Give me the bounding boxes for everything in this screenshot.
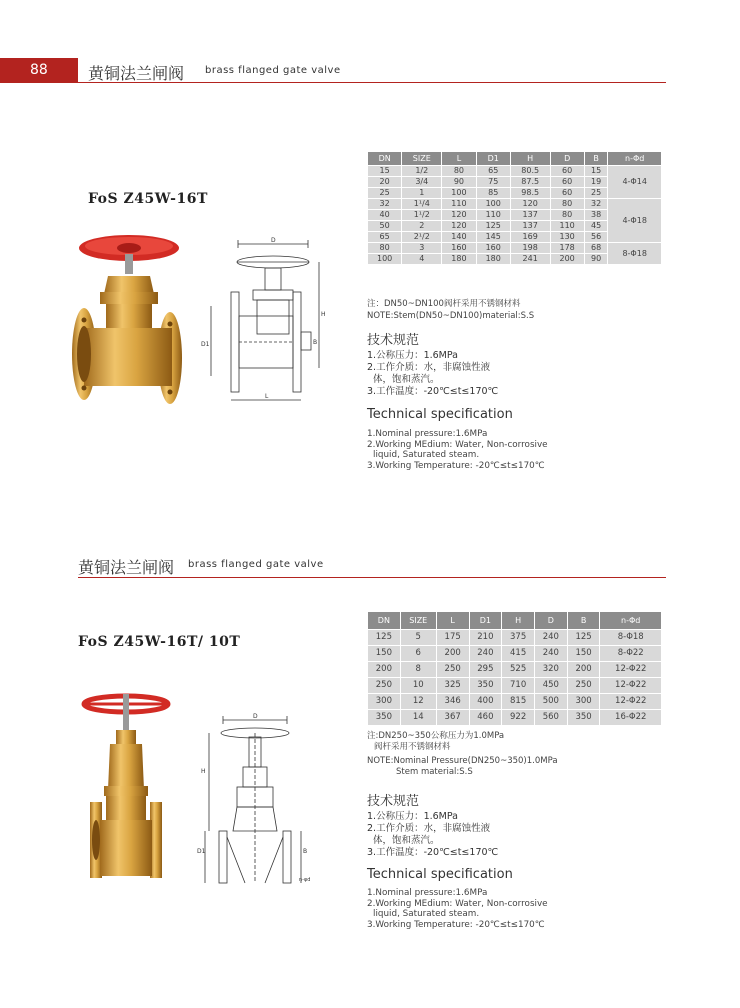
section2-spec-en-list (367, 888, 548, 930)
table-cell: 87.5 (510, 177, 550, 188)
table-row (368, 694, 662, 710)
table-header-cell: D1 (469, 612, 502, 630)
table-cell: 2¹/2 (402, 232, 442, 243)
table-header-cell: n-Φd (600, 612, 662, 630)
table-header-cell: SIZE (402, 152, 442, 166)
drawing1-label-d: D (271, 237, 276, 244)
table-cell-nphi: 4-Φ14 (608, 166, 662, 199)
spec-cn-line: 2.工作介质：水，非腐蚀性液 (367, 362, 491, 373)
table-cell: 60 (550, 177, 584, 188)
section2-note-en-2: Stem material:S.S (396, 767, 473, 777)
table-cell-nphi: 4-Φ18 (608, 199, 662, 243)
table-cell: 325 (436, 678, 469, 694)
table-cell: 15 (368, 166, 402, 177)
table-header-cell: D (550, 152, 584, 166)
table-cell: 90 (584, 254, 608, 265)
spec-en-line: 3.Working Temperature: -20℃≤t≤170℃ (367, 919, 545, 930)
table-cell: 19 (584, 177, 608, 188)
table-cell: 1 (402, 188, 442, 199)
section2-en-title: brass flanged gate valve (188, 559, 324, 570)
table-cell: 300 (567, 694, 600, 710)
spec-en-line: liquid, Saturated steam. (373, 450, 480, 460)
table-cell: 14 (400, 710, 436, 726)
table-cell: 2 (402, 221, 442, 232)
section2-spec-en-heading: Technical specification (367, 867, 513, 882)
spec-en-line: 2.Working MEdium: Water, Non-corrosive (367, 898, 548, 909)
table-cell: 525 (502, 662, 535, 678)
table-cell: 100 (368, 254, 402, 265)
table-cell: 80 (550, 199, 584, 210)
table-cell: 110 (476, 210, 510, 221)
table-cell: 375 (502, 630, 535, 646)
table-cell: 169 (510, 232, 550, 243)
table-cell: 25 (584, 188, 608, 199)
table-cell: 198 (510, 243, 550, 254)
table-cell: 32 (584, 199, 608, 210)
table-cell: 80 (442, 166, 476, 177)
table-row (368, 166, 662, 177)
table-cell: 8-Φ22 (600, 646, 662, 662)
table-header-cell: L (436, 612, 469, 630)
section2-note-cn-1: 注:DN250~350公称压力为1.0MPa (367, 731, 505, 741)
table-cell: 415 (502, 646, 535, 662)
table-cell: 350 (469, 678, 502, 694)
table-row (368, 630, 662, 646)
table-cell: 110 (550, 221, 584, 232)
table-cell: 4 (402, 254, 442, 265)
table-cell: 178 (550, 243, 584, 254)
table-cell: 75 (476, 177, 510, 188)
table-cell: 300 (368, 694, 401, 710)
table-cell: 12-Φ22 (600, 694, 662, 710)
spec-cn-line: 2.工作介质：水，非腐蚀性液 (367, 823, 491, 834)
table-cell: 40 (368, 210, 402, 221)
table-cell: 25 (368, 188, 402, 199)
table-cell: 8-Φ18 (600, 630, 662, 646)
table-header-cell: DN (368, 612, 401, 630)
table-header-cell: D (534, 612, 567, 630)
brass-gate-valve-photo (70, 232, 188, 422)
table-row (368, 678, 662, 694)
table-cell: 137 (510, 210, 550, 221)
table-cell: 125 (368, 630, 401, 646)
table-cell: 450 (534, 678, 567, 694)
section2-spec-cn-list (367, 811, 498, 859)
table-cell: 10 (400, 678, 436, 694)
table-header-cell: DN (368, 152, 402, 166)
table-cell: 180 (442, 254, 476, 265)
spec-cn-line: 1.公称压力：1.6MPa (367, 350, 458, 361)
table-row (368, 243, 662, 254)
spec-en-line: 3.Working Temperature: -20℃≤t≤170℃ (367, 460, 545, 471)
table-cell: 922 (502, 710, 535, 726)
table-header-cell: n-Φd (608, 152, 662, 166)
table-cell: 3 (402, 243, 442, 254)
section1-spec-en-list (367, 429, 548, 471)
table-header-cell: H (510, 152, 550, 166)
table-cell: 500 (534, 694, 567, 710)
table-cell: 3/4 (402, 177, 442, 188)
section2-cn-title: 黄铜法兰闸阀 (78, 558, 175, 577)
table-cell: 160 (476, 243, 510, 254)
table-cell: 400 (469, 694, 502, 710)
spec-en-line: 1.Nominal pressure:1.6MPa (367, 888, 488, 898)
table-cell: 815 (502, 694, 535, 710)
section1-spec-cn-list (367, 350, 498, 398)
table-cell: 175 (436, 630, 469, 646)
table-cell: 200 (436, 646, 469, 662)
table-cell: 200 (550, 254, 584, 265)
table-cell: 85 (476, 188, 510, 199)
brass-gate-valve-photo-large (80, 690, 172, 886)
drawing1-label-b: B (313, 339, 318, 346)
table-cell: 80 (550, 210, 584, 221)
table-header-cell: B (567, 612, 600, 630)
table-cell: 60 (550, 188, 584, 199)
table-cell: 16-Φ22 (600, 710, 662, 726)
section2-note-en-1: NOTE:Nominal Pressure(DN250~350)1.0MPa (367, 756, 558, 766)
section2-note-cn-2: 阀杆采用不锈钢材料 (374, 742, 451, 752)
table-cell: 200 (368, 662, 401, 678)
table-cell: 200 (567, 662, 600, 678)
table-cell: 295 (469, 662, 502, 678)
table-cell: 6 (400, 646, 436, 662)
table-cell: 32 (368, 199, 402, 210)
spec-cn-line: 3.工作温度：-20℃≤t≤170℃ (367, 386, 499, 397)
table-cell: 120 (510, 199, 550, 210)
table-cell: 80.5 (510, 166, 550, 177)
valve-technical-drawing-1 (193, 236, 328, 408)
table-header-cell: D1 (476, 152, 510, 166)
table-cell: 320 (534, 662, 567, 678)
table-cell: 12-Φ22 (600, 662, 662, 678)
table-cell: 12-Φ22 (600, 678, 662, 694)
section1-spec-en-heading: Technical specification (367, 407, 513, 422)
section2-model: FoS Z45W-16T/ 10T (78, 634, 241, 650)
table-cell: 241 (510, 254, 550, 265)
table-cell: 250 (436, 662, 469, 678)
table-cell: 8 (400, 662, 436, 678)
table-cell: 100 (476, 199, 510, 210)
table-cell: 150 (567, 646, 600, 662)
table-cell: 346 (436, 694, 469, 710)
table-cell: 98.5 (510, 188, 550, 199)
section1-note-cn: 注：DN50~DN100阀杆采用不锈钢材料 (367, 299, 521, 309)
drawing1-label-l: L (265, 393, 269, 400)
drawing2-label-d1: D1 (197, 848, 206, 855)
table-cell: 1¹/2 (402, 210, 442, 221)
table-cell: 68 (584, 243, 608, 254)
table-cell: 50 (368, 221, 402, 232)
table-cell: 1/2 (402, 166, 442, 177)
table-cell: 125 (567, 630, 600, 646)
section1-model: FoS Z45W-16T (88, 191, 208, 207)
drawing2-label-h: H (201, 768, 206, 775)
table-cell: 160 (442, 243, 476, 254)
section1-en-title: brass flanged gate valve (205, 65, 341, 76)
table-cell: 240 (534, 630, 567, 646)
table-cell: 65 (476, 166, 510, 177)
table-row (368, 199, 662, 210)
table-cell: 120 (442, 221, 476, 232)
section1-cn-title: 黄铜法兰闸阀 (88, 64, 185, 83)
page-number: 88 (0, 58, 78, 83)
section2-spec-cn-heading: 技术规范 (367, 794, 420, 809)
table-cell: 130 (550, 232, 584, 243)
table-cell: 150 (368, 646, 401, 662)
table-cell: 145 (476, 232, 510, 243)
valve-technical-drawing-2 (197, 713, 322, 888)
table-cell: 180 (476, 254, 510, 265)
table-cell: 110 (442, 199, 476, 210)
spec-en-line: liquid, Saturated steam. (373, 909, 480, 919)
table-row (368, 646, 662, 662)
spec-en-line: 1.Nominal pressure:1.6MPa (367, 429, 488, 439)
table-cell: 460 (469, 710, 502, 726)
table-cell: 137 (510, 221, 550, 232)
table-cell: 1¹/4 (402, 199, 442, 210)
spec-en-line: 2.Working MEdium: Water, Non-corrosive (367, 439, 548, 450)
table-cell: 560 (534, 710, 567, 726)
table-cell: 710 (502, 678, 535, 694)
table-cell: 120 (442, 210, 476, 221)
section1-spec-table (367, 151, 662, 265)
drawing2-label-b: B (303, 848, 308, 855)
section2-spec-table (367, 611, 662, 726)
table-row (368, 710, 662, 726)
table-cell: 12 (400, 694, 436, 710)
table-header-cell: L (442, 152, 476, 166)
drawing2-label-nphi: n-φd (299, 877, 311, 883)
table-cell: 250 (368, 678, 401, 694)
spec-cn-line: 体，饱和蒸汽。 (373, 835, 440, 846)
table-header-cell: B (584, 152, 608, 166)
table-cell: 100 (442, 188, 476, 199)
table-header-cell: SIZE (400, 612, 436, 630)
table-cell: 367 (436, 710, 469, 726)
table-cell-nphi: 8-Φ18 (608, 243, 662, 265)
section1-note-en: NOTE:Stem(DN50~DN100)material:S.S (367, 311, 535, 321)
spec-cn-line: 3.工作温度：-20℃≤t≤170℃ (367, 847, 499, 858)
table-cell: 240 (534, 646, 567, 662)
table-cell: 60 (550, 166, 584, 177)
table-cell: 140 (442, 232, 476, 243)
spec-cn-line: 1.公称压力：1.6MPa (367, 811, 458, 822)
table-cell: 80 (368, 243, 402, 254)
table-row (368, 662, 662, 678)
drawing1-label-d1: D1 (201, 341, 210, 348)
table-cell: 250 (567, 678, 600, 694)
table-cell: 65 (368, 232, 402, 243)
table-cell: 5 (400, 630, 436, 646)
table-cell: 90 (442, 177, 476, 188)
spec-cn-line: 体，饱和蒸汽。 (373, 374, 440, 385)
table-cell: 45 (584, 221, 608, 232)
drawing2-label-d: D (253, 713, 258, 720)
drawing1-label-h: H (321, 311, 326, 318)
table-cell: 38 (584, 210, 608, 221)
table-cell: 56 (584, 232, 608, 243)
table-cell: 350 (567, 710, 600, 726)
table-cell: 210 (469, 630, 502, 646)
table-cell: 125 (476, 221, 510, 232)
section2-rule (78, 577, 666, 578)
table-header-cell: H (502, 612, 535, 630)
table-cell: 240 (469, 646, 502, 662)
table-cell: 20 (368, 177, 402, 188)
section1-spec-cn-heading: 技术规范 (367, 333, 420, 348)
table-cell: 350 (368, 710, 401, 726)
table-cell: 15 (584, 166, 608, 177)
